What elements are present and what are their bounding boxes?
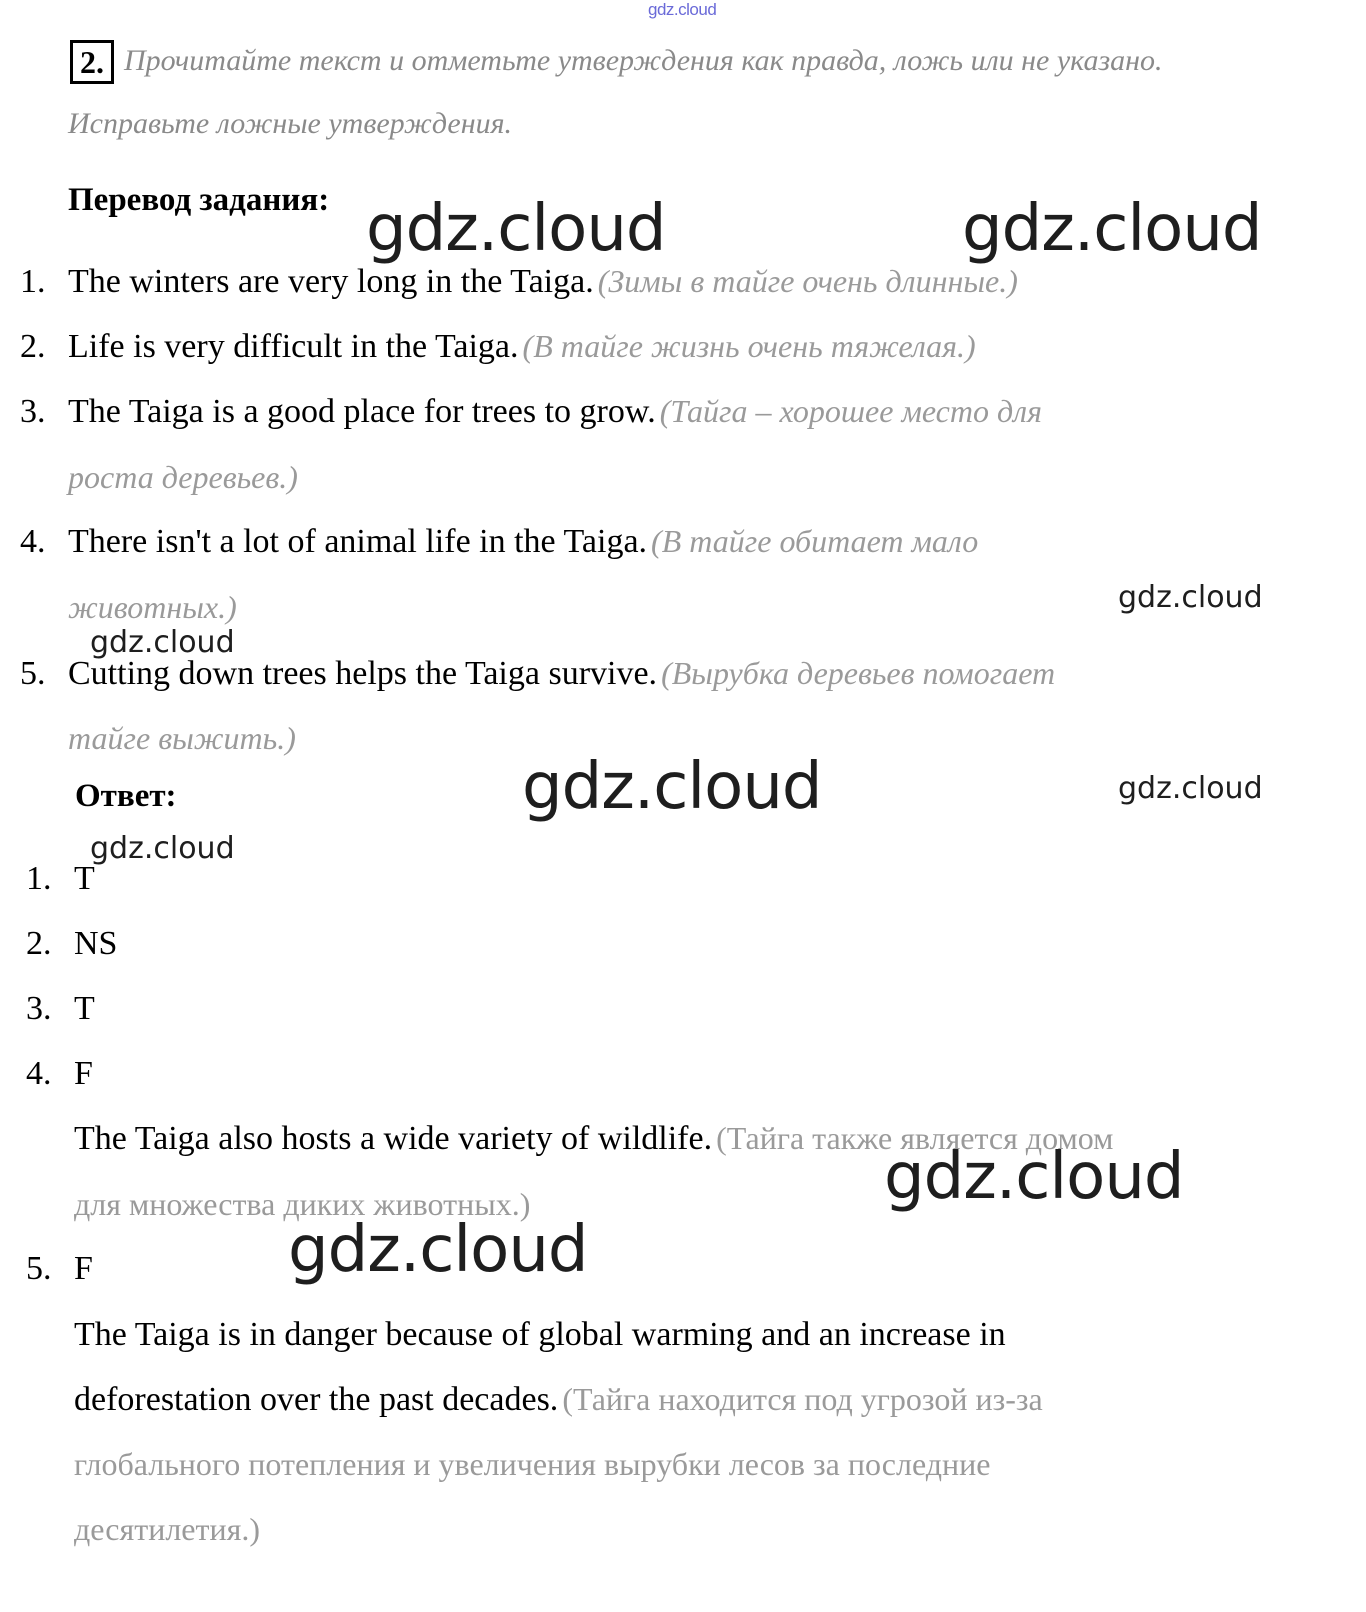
statement-russian: (Тайга – хорошее место для [659, 393, 1042, 429]
statement-number: 3. [20, 393, 46, 430]
answer-value: NS [74, 925, 118, 962]
statement-russian-continued: роста деревьев.) [68, 459, 298, 495]
statement-english: Cutting down trees helps the Taiga survive. [68, 655, 658, 692]
correction-english: The Taiga is in danger because of global warming and an increase in [74, 1316, 1006, 1353]
statement-english: There isn't a lot of animal life in the Taiga. [68, 523, 648, 560]
task-number-box: 2. [70, 40, 114, 84]
statement-number: 4. [20, 523, 46, 560]
watermark: gdz.cloud [366, 192, 666, 266]
statement-english: The winters are very long in the Taiga. [68, 263, 594, 300]
statement-english: Life is very difficult in the Taiga. [68, 328, 519, 365]
watermark: gdz.cloud [1118, 580, 1263, 615]
correction-russian-continued: для множества диких животных.) [74, 1186, 531, 1222]
statement-russian: (В тайге жизнь очень тяжелая.) [522, 328, 976, 364]
task-instruction-line1: Прочитайте текст и отметьте утверждения как правда, ложь или не указано. [124, 44, 1163, 77]
watermark: gdz.cloud [90, 625, 235, 660]
statement-item [68, 393, 1042, 431]
answer-value: T [74, 990, 95, 1027]
answer-number: 5. [26, 1250, 52, 1287]
answer-value: F [74, 1250, 93, 1287]
statement-russian: (Вырубка деревьев помогает [661, 655, 1056, 691]
statement-russian: (В тайге обитает мало [651, 523, 979, 559]
correction-russian: (Тайга находится под угрозой из-за [562, 1381, 1043, 1417]
statement-item [68, 523, 978, 561]
watermark: gdz.cloud [288, 1213, 588, 1287]
answer-correction [74, 1381, 1043, 1419]
answer-value: T [74, 860, 95, 897]
statement-number: 5. [20, 655, 46, 692]
answer-value: F [74, 1055, 93, 1092]
statement-russian-continued: тайге выжить.) [68, 720, 296, 756]
watermark: gdz.cloud [884, 1140, 1184, 1214]
watermark: gdz.cloud [962, 192, 1262, 266]
statement-item [68, 655, 1055, 693]
answer-number: 1. [26, 860, 52, 897]
translation-heading: Перевод задания: [68, 182, 330, 218]
statement-english: The Taiga is a good place for trees to grow. [68, 393, 656, 430]
answer-number: 4. [26, 1055, 52, 1092]
watermark: gdz.cloud [90, 831, 235, 866]
correction-russian-continued: глобального потепления и увеличения вырубки лесов за последние [74, 1446, 991, 1482]
watermark: gdz.cloud [522, 750, 822, 824]
correction-english: The Taiga also hosts a wide variety of wildlife. [74, 1120, 713, 1157]
correction-russian-continued: десятилетия.) [74, 1511, 260, 1547]
header-logo: gdz.cloud [648, 0, 717, 19]
answer-number: 2. [26, 925, 52, 962]
correction-russian: (Тайга также является домом [716, 1120, 1114, 1156]
answer-number: 3. [26, 990, 52, 1027]
task-instruction-line2: Исправьте ложные утверждения. [68, 107, 513, 140]
statement-item [68, 263, 1018, 301]
watermark: gdz.cloud [1118, 771, 1263, 806]
answer-heading: Ответ: [75, 778, 177, 814]
correction-english: deforestation over the past decades. [74, 1381, 559, 1418]
statement-russian: (Зимы в тайге очень длинные.) [597, 263, 1018, 299]
statement-item [68, 328, 976, 366]
statement-russian-continued: животных.) [68, 589, 237, 625]
statement-number: 1. [20, 263, 46, 300]
statement-number: 2. [20, 328, 46, 365]
